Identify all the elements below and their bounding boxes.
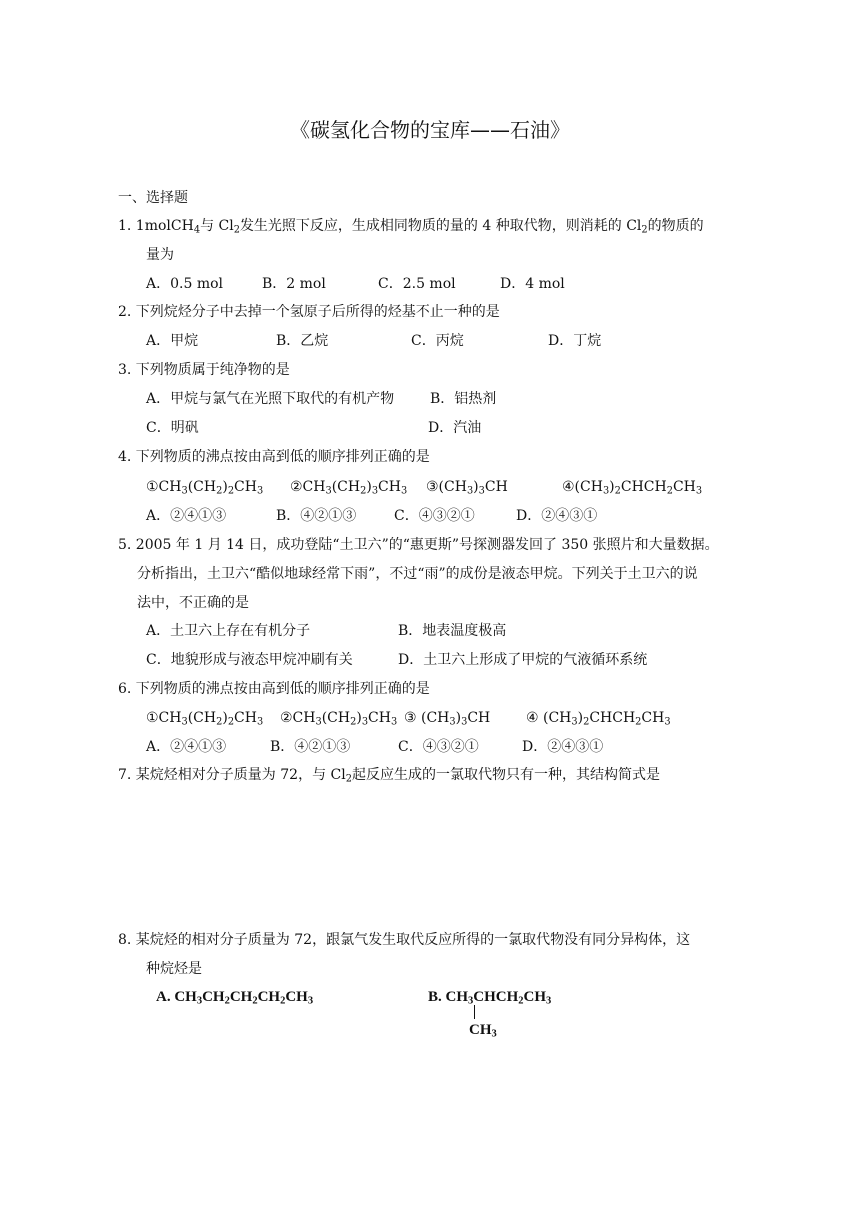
q5-option-d: D．土卫六上形成了甲烷的气液循环系统 — [398, 652, 648, 668]
q8-option-a-formula: A. $CH_3CH_2CH_2CH_2CH_3$ — [156, 989, 314, 1007]
q2-option-d: D．丁烷 — [548, 333, 602, 349]
question-3: 3. 下列物质属于纯净物的是 — [118, 362, 290, 378]
question-1-line-2: 量为 — [146, 247, 174, 263]
q4-option-b: B．④②①③ — [276, 508, 357, 524]
q1-option-d: D．4 mol — [500, 276, 565, 292]
q5-option-c: C．地貌形成与液态甲烷冲刷有关 — [146, 652, 353, 668]
section-heading: 一、选择题 — [118, 190, 188, 206]
q1-option-b: B．2 mol — [262, 276, 326, 292]
q2-option-a: A．甲烷 — [146, 333, 199, 349]
q4-option-a: A．②④①③ — [146, 508, 227, 524]
q4-compound-1: $①CH_3(CH_2)_2CH_3$ — [146, 479, 264, 497]
q8-option-b-formula: B. $CH_3CHCH_2CH_3$ — [428, 989, 552, 1007]
q8-option-b-branch: $CH_3$ — [469, 1022, 497, 1040]
q4-option-d: D．②④③① — [516, 508, 598, 524]
q3-option-b: B．铝热剂 — [430, 391, 497, 407]
q6-option-b: B．④②①③ — [270, 739, 351, 755]
q5-option-a: A．土卫六上存在有机分子 — [146, 623, 311, 639]
q6-compound-1: $①CH_3(CH_2)_2CH_3$ — [146, 710, 264, 728]
q6-compound-3: ③ $(CH_3)_3CH$ — [404, 710, 491, 728]
q3-option-d: D．汽油 — [428, 420, 482, 436]
page-title: 《碳氢化合物的宝库——石油》 — [290, 118, 570, 142]
q3-option-c: C．明矾 — [146, 420, 199, 436]
q4-compound-3: $③(CH_3)_3CH$ — [426, 479, 508, 497]
q2-option-c: C．丙烷 — [411, 333, 464, 349]
question-8-line-2: 种烷烃是 — [146, 961, 202, 977]
question-6: 6. 下列物质的沸点按由高到低的顺序排列正确的是 — [118, 681, 430, 697]
q2-option-b: B．乙烷 — [276, 333, 329, 349]
q4-compound-2: $②CH_3(CH_2)_3CH_3$ — [290, 479, 408, 497]
q6-option-a: A．②④①③ — [146, 739, 227, 755]
q6-compound-2: $②CH_3(CH_2)_3CH_3$ — [280, 710, 398, 728]
question-7: 7. 某烷烃相对分子质量为 72，与 $Cl_2$起反应生成的一氯取代物只有一种，其结构简式是 — [118, 767, 660, 785]
q8-option-b-bond-line — [474, 1005, 475, 1019]
question-2: 2. 下列烷烃分子中去掉一个氢原子后所得的烃基不止一种的是 — [118, 304, 500, 320]
q1-option-c: C．2.5 mol — [378, 276, 456, 292]
question-5-line-2: 分析指出，土卫六“酷似地球经常下雨”，不过“雨”的成份是液态甲烷。下列关于土卫六的说 — [137, 566, 698, 582]
q5-option-b: B．地表温度极高 — [398, 623, 507, 639]
q6-option-d: D．②④③① — [522, 739, 604, 755]
question-5-line-1: 5. 2005 年 1 月 14 日，成功登陆“土卫六”的“惠更斯”号探测器发回了 350 张照片和大量数据。 — [118, 537, 719, 553]
question-5-line-3: 法中，不正确的是 — [137, 595, 249, 611]
question-1-line-1: 1. 1molCH$_4$与 $Cl_2$发生光照下反应，生成相同物质的量的 4 种取代物，则消耗的 $Cl_2$的物质的 — [118, 218, 704, 236]
q1-option-a: A．0.5 mol — [146, 276, 224, 292]
q4-option-c: C．④③②① — [394, 508, 475, 524]
q6-compound-4: ④ $(CH_3)_2CHCH_2CH_3$ — [526, 710, 671, 728]
q6-option-c: C．④③②① — [398, 739, 479, 755]
q4-compound-4: $④(CH_3)_2CHCH_2CH_3$ — [562, 479, 703, 497]
q3-option-a: A．甲烷与氯气在光照下取代的有机产物 — [146, 391, 395, 407]
question-8-line-1: 8. 某烷烃的相对分子质量为 72，跟氯气发生取代反应所得的一氯取代物没有同分异构体，这 — [118, 932, 691, 948]
question-4: 4. 下列物质的沸点按由高到低的顺序排列正确的是 — [118, 449, 430, 465]
